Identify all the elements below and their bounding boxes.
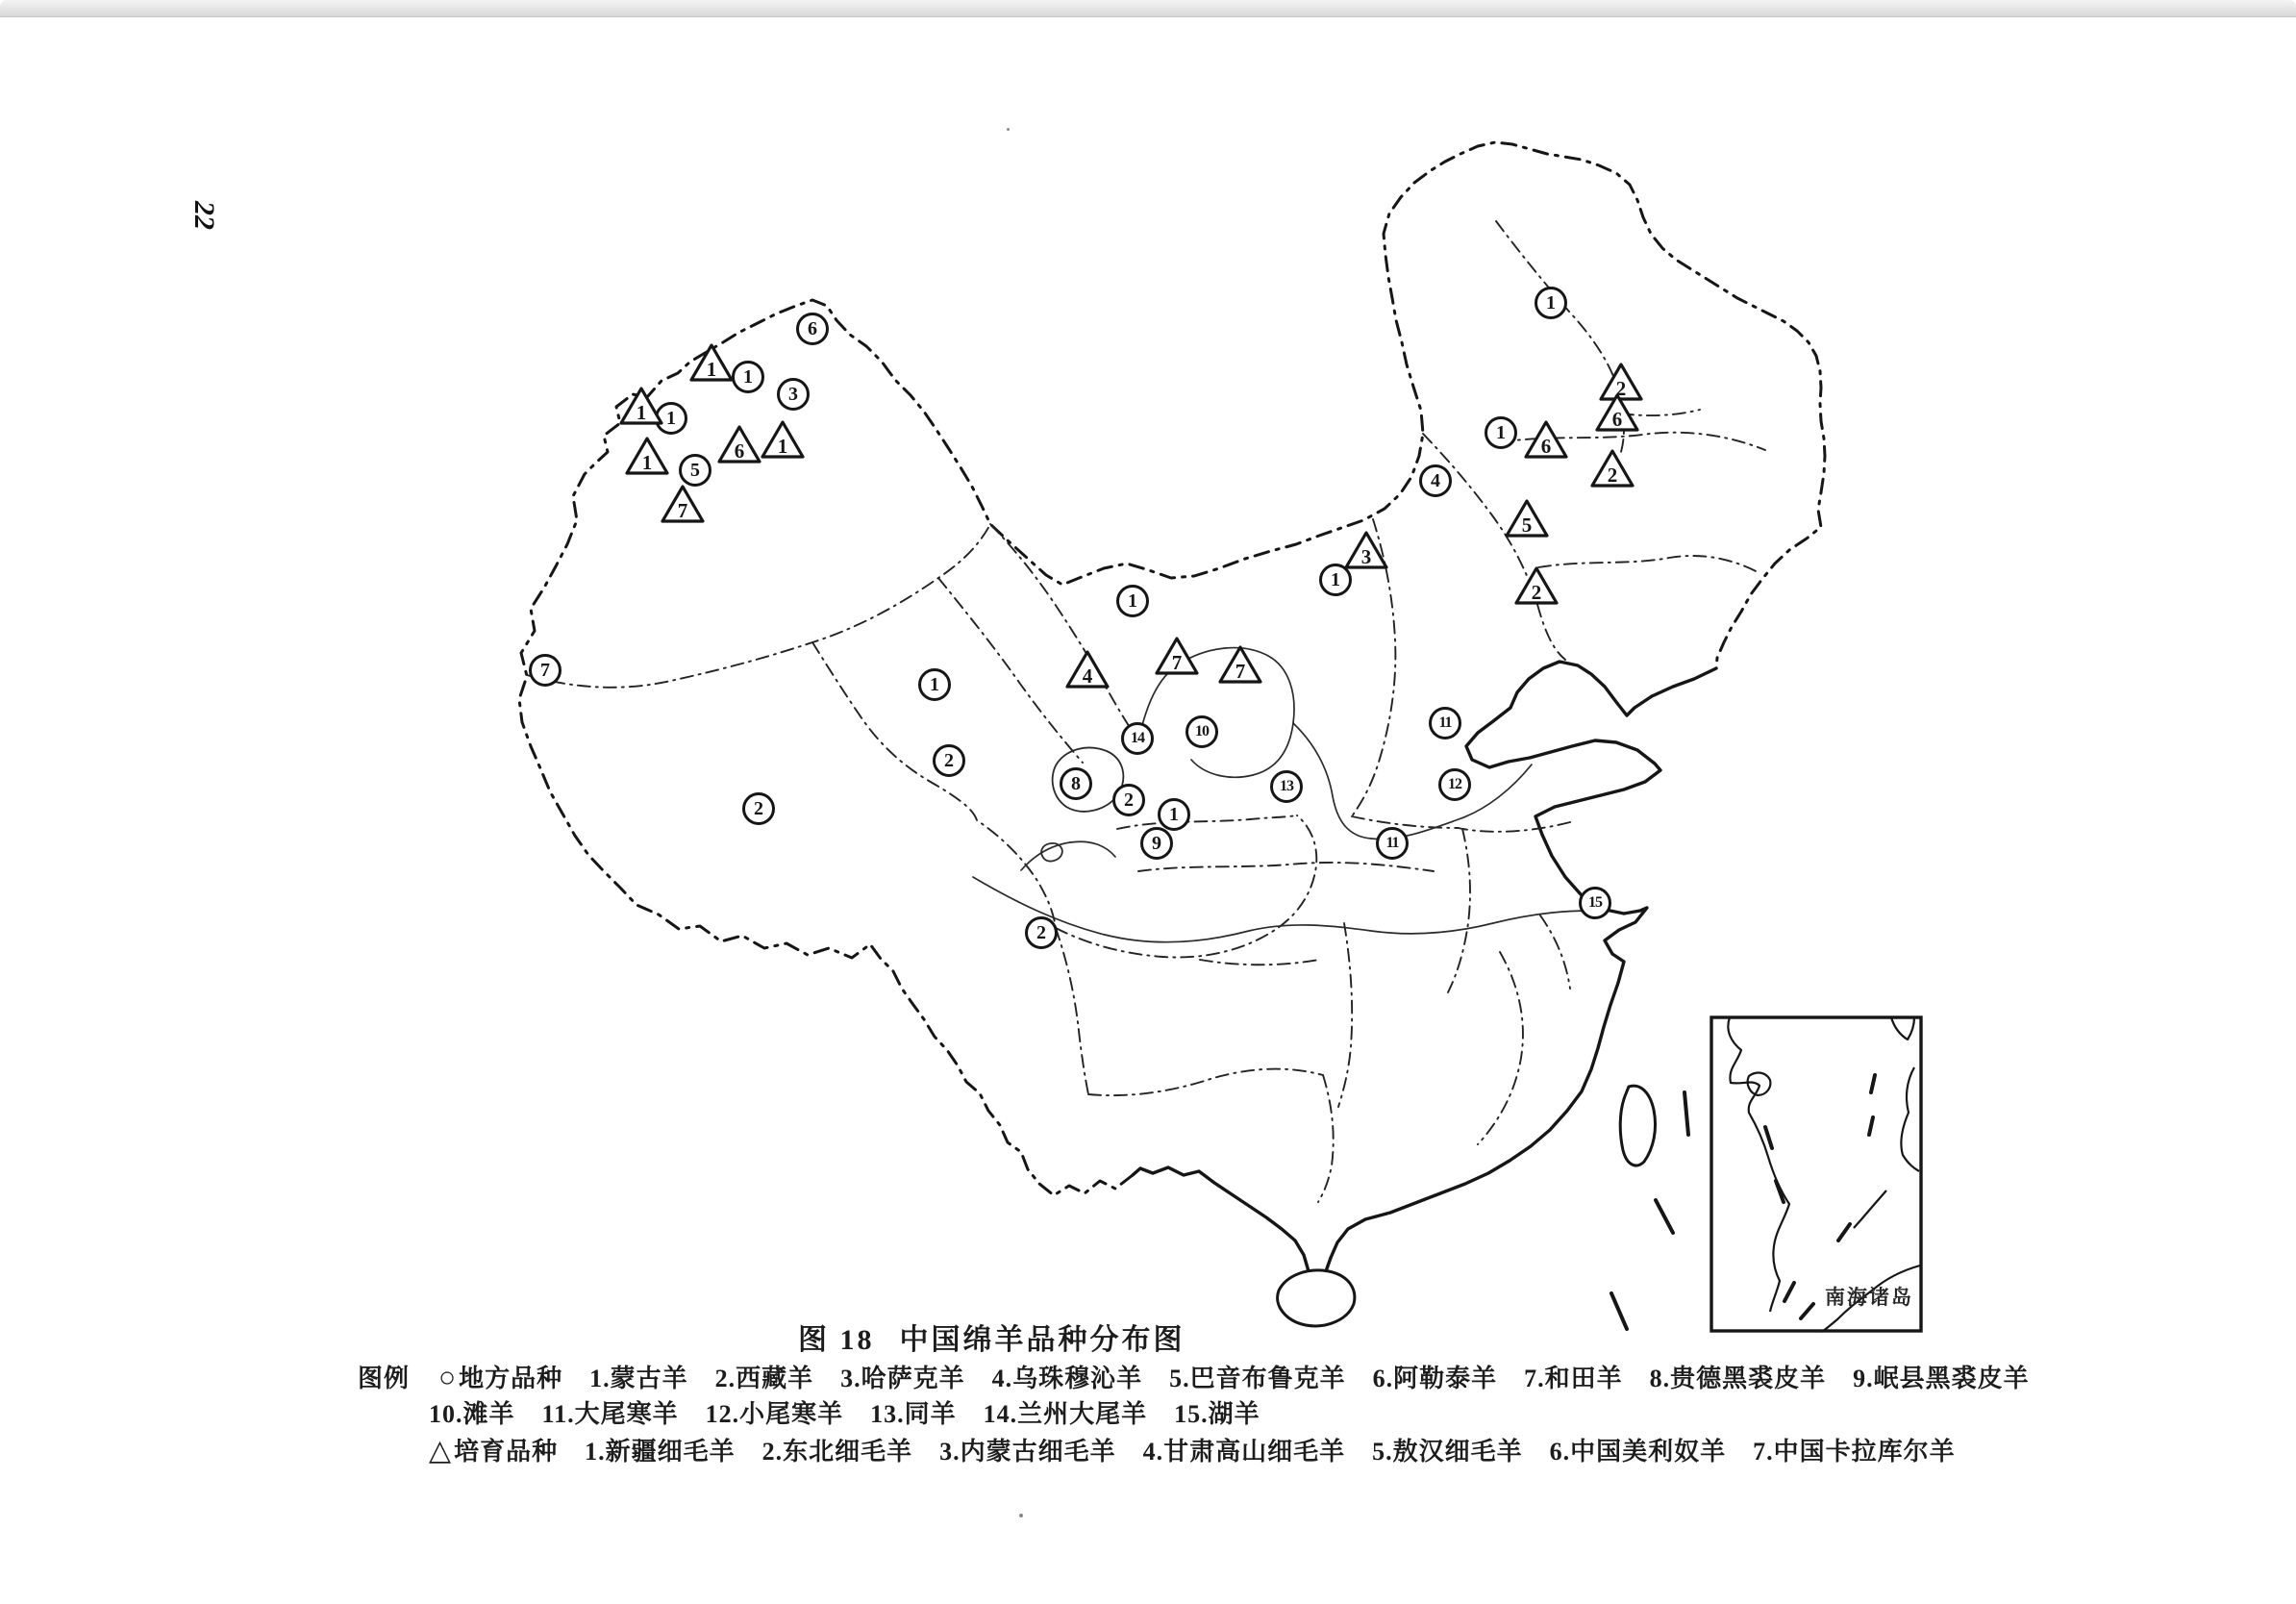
map-marker-triangle-7: [1218, 644, 1262, 685]
map-marker-circle-2: 2: [742, 792, 775, 825]
plateau-lakes: [1041, 843, 1062, 862]
map-marker-circle-10: 10: [1185, 715, 1218, 748]
triangle-glyph: [1218, 644, 1262, 685]
map-marker-triangle-4: [1065, 649, 1110, 689]
svg-text:2: 2: [1531, 581, 1542, 604]
triangle-glyph: [1065, 649, 1110, 689]
hainan-island: [1278, 1270, 1355, 1326]
page-number: 22: [188, 201, 220, 230]
map-marker-circle-9: 9: [1140, 827, 1173, 860]
svg-text:5: 5: [1521, 514, 1533, 537]
map-marker-triangle-6: [1595, 392, 1639, 433]
svg-text:1: 1: [641, 451, 653, 474]
inset-nine-dash-line: [1765, 1075, 1875, 1318]
triangle-glyph: [1344, 530, 1388, 570]
legend-developed-title: 培育品种: [454, 1438, 559, 1466]
inset-palawan: [1854, 1190, 1886, 1228]
map-marker-circle-1: 1: [655, 402, 687, 435]
map-marker-circle-1: 1: [1116, 585, 1149, 617]
svg-text:2: 2: [1615, 377, 1627, 400]
map-marker-triangle-7: [661, 484, 705, 524]
svg-text:4: 4: [1082, 664, 1093, 688]
map-marker-triangle-2: [1590, 448, 1635, 489]
legend-developed-items: 1.新疆细毛羊 2.东北细毛羊 3.内蒙古细毛羊 4.甘肃高山细毛羊 5.敖汉细毛羊 6.中国美利奴羊 7.中国卡拉库尔羊: [585, 1438, 1956, 1466]
svg-text:1: 1: [636, 401, 647, 424]
map-marker-circle-3: 3: [777, 378, 810, 411]
figure-number: 图 18: [798, 1324, 875, 1356]
legend-local-title: 地方品种: [459, 1365, 563, 1392]
svg-text:3: 3: [1360, 545, 1372, 568]
inset-philippines: [1901, 1067, 1919, 1171]
map-marker-circle-7: 7: [529, 654, 562, 687]
map-marker-triangle-1: [761, 419, 805, 460]
yangtze-river: [973, 877, 1607, 942]
legend-row-local-1: [358, 1360, 2030, 1396]
map-marker-circle-4: 4: [1419, 464, 1452, 497]
triangle-glyph: [1155, 636, 1199, 676]
triangle-glyph: [625, 436, 669, 476]
triangle-glyph: [1524, 419, 1568, 460]
map-marker-circle-1: 1: [918, 668, 951, 701]
inset-frame: [1711, 1017, 1921, 1331]
map-marker-circle-2: 2: [933, 744, 965, 777]
map-marker-circle-1: 1: [1158, 798, 1190, 831]
map-marker-circle-13: 13: [1270, 770, 1303, 803]
legend: [358, 1360, 2030, 1469]
map-marker-circle-1: 1: [1485, 416, 1517, 449]
svg-text:6: 6: [1611, 408, 1623, 431]
map-marker-triangle-5: [1505, 498, 1549, 539]
yellow-river-lower: [1293, 723, 1532, 839]
map-marker-triangle-7: [1155, 636, 1199, 676]
legend-row-local-2: [358, 1396, 2030, 1433]
map-marker-circle-15: 15: [1579, 887, 1611, 919]
china-coastline: [1133, 662, 1716, 1279]
map-marker-circle-1: 1: [1535, 287, 1567, 319]
legend-local-items-line1: 1.蒙古羊 2.西藏羊 3.哈萨克羊 4.乌珠穆沁羊 5.巴音布鲁克羊 6.阿勒泰羊 7.和田羊 8.贵德黑裘皮羊 9.岷县黑裘皮羊: [589, 1365, 2030, 1392]
legend-heading: 图例: [358, 1365, 411, 1392]
inset-label: 南海诸岛: [1825, 1286, 1913, 1309]
svg-text:7: 7: [1235, 660, 1246, 683]
map-marker-triangle-3: [1344, 530, 1388, 570]
map-marker-circle-12: 12: [1438, 768, 1471, 801]
map-marker-triangle-2: [1514, 565, 1559, 606]
triangle-glyph: [1590, 448, 1635, 489]
map-marker-triangle-6: [1524, 419, 1568, 460]
map-marker-circle-14: 14: [1121, 722, 1154, 755]
upper-yellow-river: [1021, 841, 1115, 870]
triangle-glyph: [619, 386, 663, 426]
south-china-sea-inset: [1711, 1017, 1921, 1332]
inset-taiwan-tip: [1891, 1017, 1914, 1040]
map-marker-triangle-1: [619, 386, 663, 426]
triangle-glyph: [661, 484, 705, 524]
figure-title: 中国绵羊品种分布图: [899, 1324, 1185, 1356]
svg-text:2: 2: [1607, 464, 1618, 487]
svg-text:6: 6: [1540, 435, 1552, 458]
svg-text:1: 1: [706, 358, 717, 381]
legend-row-developed: [358, 1433, 2030, 1469]
inset-vietnam-coast: [1728, 1017, 1789, 1312]
svg-text:7: 7: [1171, 651, 1183, 674]
triangle-glyph: [1505, 498, 1549, 539]
map-marker-triangle-6: [717, 424, 761, 464]
triangle-glyph: [689, 342, 734, 383]
circle-symbol: ○: [438, 1362, 458, 1393]
figure-caption: [798, 1316, 1185, 1358]
triangle-glyph: [717, 424, 761, 464]
scan-speck: [1007, 128, 1010, 131]
map-marker-circle-11: 11: [1376, 827, 1409, 860]
triangle-glyph: [1514, 565, 1559, 606]
svg-text:1: 1: [777, 435, 788, 458]
map-marker-circle-6: 6: [796, 313, 829, 345]
svg-text:7: 7: [677, 499, 688, 522]
map-marker-circle-2: 2: [1025, 916, 1058, 949]
svg-text:6: 6: [734, 439, 745, 463]
map-marker-circle-2: 2: [1112, 784, 1145, 816]
scan-speck: [1019, 1514, 1023, 1517]
map-marker-circle-8: 8: [1060, 767, 1092, 800]
map-marker-circle-5: 5: [679, 454, 711, 487]
triangle-glyph: [761, 419, 805, 460]
triangle-glyph: [1595, 392, 1639, 433]
map-marker-triangle-1: [689, 342, 734, 383]
map-marker-circle-11: 11: [1429, 707, 1461, 739]
triangle-symbol: △: [429, 1435, 453, 1466]
map-marker-circle-1: 1: [732, 361, 764, 393]
map-marker-triangle-1: [625, 436, 669, 476]
legend-local-items-line2: 10.滩羊 11.大尾寒羊 12.小尾寒羊 13.同羊 14.兰州大尾羊 15.湖羊: [429, 1400, 1260, 1428]
map-marker-circle-1: 1: [1319, 564, 1352, 596]
taiwan-island: [1620, 1086, 1655, 1165]
